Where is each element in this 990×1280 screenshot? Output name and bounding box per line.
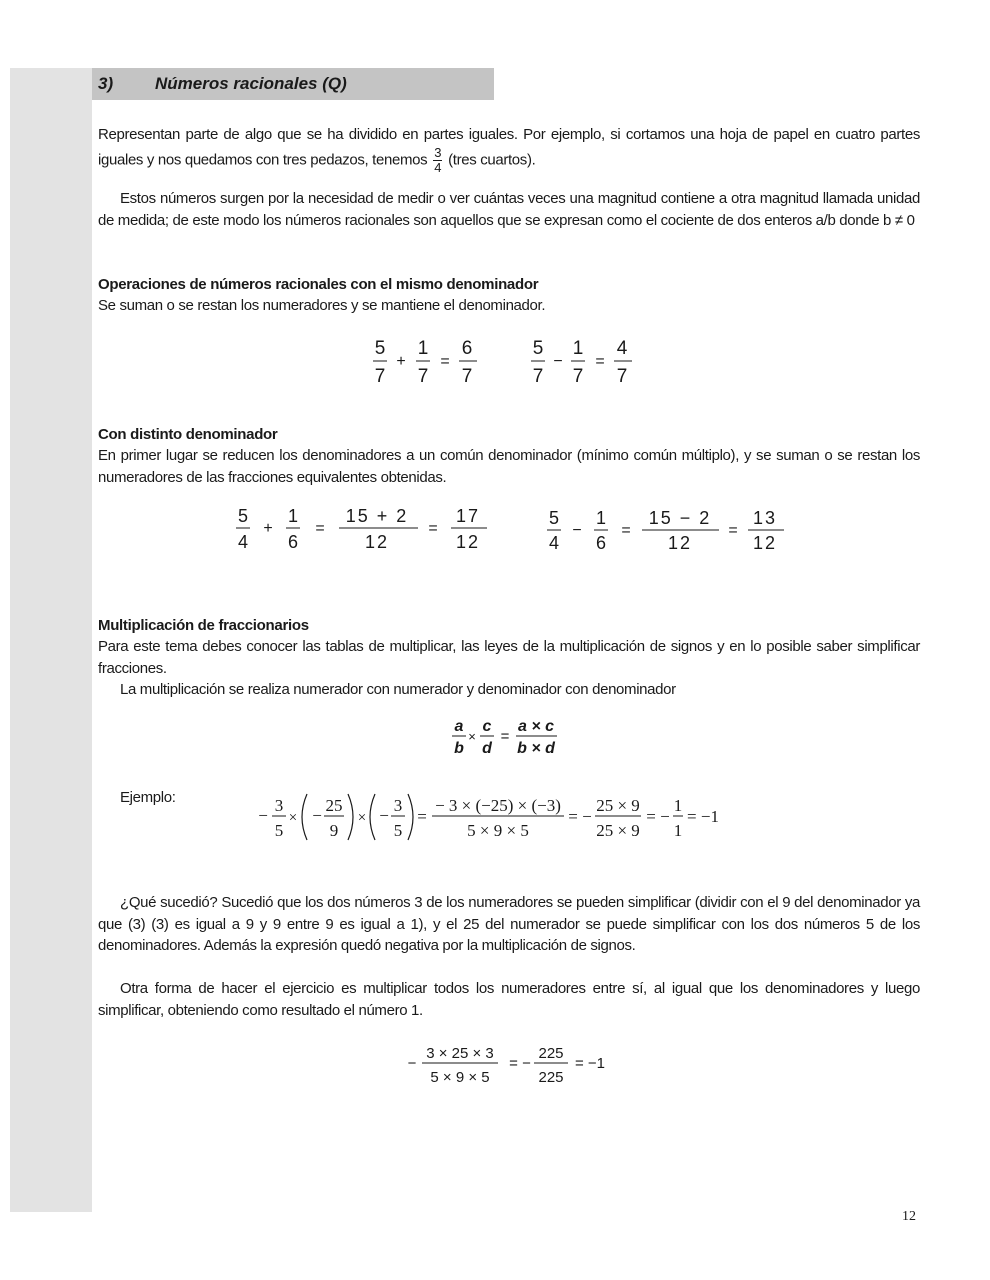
heading-same-denominator: Operaciones de números racionales con el mismo denominador: [98, 276, 539, 293]
deq1-r-den: 12: [455, 532, 481, 552]
eq1-op: +: [396, 353, 406, 370]
intro-text: Representan parte de algo que se ha dividido en partes iguales. Por ejemplo, si cortamos una hoja de papel en cuatro partes iguales y nos quedamos con tres pedazos, tenemos: [98, 126, 920, 168]
deq2-m-den: 12: [667, 533, 693, 553]
ex-m3-num: 1: [673, 796, 683, 815]
explanation-paragraph: ¿Qué sucedió? Sucedió que los dos números 3 de los numeradores se pueden simplificar (dividir con el 9 del denominador ya que (3) (3) es igual a 9 y 9 entre 9 es igual a 1), y el 25 del numerador se puede simplificar con los dos números 5 de los denominadores. Además la expresión quedó negativa por la multiplicación de signos.: [98, 894, 920, 954]
eq1-a-num: 5: [374, 338, 386, 359]
eq2-a-num: 5: [532, 338, 544, 359]
ex-f3-num: 3: [393, 796, 403, 815]
formula-r-num: a × c: [517, 718, 555, 735]
eq2-b-num: 1: [572, 338, 584, 359]
section-number: 3): [98, 74, 114, 93]
eq1-b-num: 1: [417, 338, 429, 359]
formula-c: c: [482, 718, 492, 735]
ex-f1-sign: −: [258, 806, 268, 825]
different-denominator-text: En primer lugar se reducen los denominadores a un común denominador (mínimo común múltiplo), y se suman o se restan los numeradores de las fracciones equivalentes obtenidas.: [98, 447, 920, 486]
final-den: 5 × 9 × 5: [430, 1069, 490, 1086]
deq1-r-num: 17: [455, 506, 481, 526]
eq1-eq: =: [440, 353, 450, 370]
ex-times-1: ×: [288, 810, 298, 826]
multiplication-example-svg: [250, 788, 730, 848]
multiplication-formula-svg: [446, 713, 564, 761]
deq2-eq2: =: [728, 522, 738, 539]
heading-multiplication: Multiplicación de fraccionarios: [98, 617, 309, 634]
final-eq: = −: [509, 1055, 531, 1072]
deq1-m-num: 15 + 2: [345, 506, 409, 526]
ex-f3-den: 5: [393, 821, 403, 840]
left-margin-bar: [10, 68, 92, 1212]
deq2-m-num: 15 − 2: [648, 508, 712, 528]
final-r-den: 225: [538, 1069, 564, 1086]
equation-different-denominator: [222, 502, 802, 561]
ex-f1-num: 3: [274, 796, 284, 815]
deq2-a-den: 4: [548, 533, 560, 553]
ex-paren-open-2: [370, 794, 375, 840]
ex-f1-den: 5: [274, 821, 284, 840]
formula-d: d: [482, 740, 492, 757]
section-title: Números racionales (Q): [155, 74, 347, 93]
final-num: 3 × 25 × 3: [426, 1045, 494, 1062]
ex-m1-num: − 3 × (−25) × (−3): [435, 796, 561, 815]
intro-after-text: (tres cuartos).: [448, 150, 536, 168]
heading-different-denominator: Con distinto denominador: [98, 426, 278, 443]
multiplication-example: [250, 788, 730, 853]
equation-different-denominator-svg: [222, 502, 802, 556]
final-r-num: 225: [538, 1045, 564, 1062]
intro-paragraph-1: [98, 124, 920, 175]
eq1-b-den: 7: [417, 366, 429, 387]
deq1-op: +: [263, 520, 273, 537]
ex-result: = −1: [687, 807, 719, 826]
eq2-a-den: 7: [532, 366, 544, 387]
ex-m2-sign: = −: [568, 807, 592, 826]
deq1-m-den: 12: [364, 532, 390, 552]
deq2-a-num: 5: [548, 508, 560, 528]
deq1-b-num: 1: [287, 506, 299, 526]
eq2-r-den: 7: [616, 366, 628, 387]
deq1-eq2: =: [428, 520, 438, 537]
deq2-r-num: 13: [752, 508, 778, 528]
ex-f2-sign: −: [312, 806, 322, 825]
eq1-r-num: 6: [461, 338, 473, 359]
final-equation-svg: [400, 1041, 620, 1091]
deq2-r-den: 12: [752, 533, 778, 553]
eq2-op: −: [553, 353, 563, 370]
final-sign: −: [407, 1055, 417, 1072]
ex-m3-den: 1: [673, 821, 683, 840]
deq2-op: −: [572, 522, 582, 539]
ex-paren-close-2: [408, 794, 413, 840]
deq2-b-den: 6: [595, 533, 607, 553]
formula-a: a: [454, 718, 464, 735]
formula-times: ×: [468, 729, 476, 744]
same-denominator-text: Se suman o se restan los numeradores y se mantiene el denominador.: [98, 297, 546, 314]
deq1-b-den: 6: [287, 532, 299, 552]
final-equation: [400, 1041, 620, 1096]
fraction-three-quarters: $\frac{3}{4}$: [434, 144, 442, 175]
ex-m3-sign: = −: [646, 807, 670, 826]
alternative-method-paragraph: Otra forma de hacer el ejercicio es multiplicar todos los numeradores entre sí, al igual que los denominadores y luego simplificar, obteniendo como resultado el número 1.: [98, 980, 920, 1019]
eq1-a-den: 7: [374, 366, 386, 387]
formula-b: b: [454, 740, 464, 757]
ex-m2-num: 25 × 9: [596, 796, 640, 815]
deq1-a-num: 5: [237, 506, 249, 526]
intro-paragraph-2: Estos números surgen por la necesidad de medir o ver cuántas veces una magnitud contiene a otra magnitud llamada unidad de medida; de este modo los números racionales son aquellos que se expresan como el cociente de dos enteros a/b donde b ≠ 0: [98, 190, 920, 229]
formula-eq: =: [500, 728, 510, 745]
deq2-b-num: 1: [595, 508, 607, 528]
multiplication-text-2: La multiplicación se realiza numerador con numerador y denominador con denominador: [120, 681, 676, 698]
multiplication-formula: [446, 713, 564, 766]
eq2-r-num: 4: [616, 338, 628, 359]
deq2-eq: =: [621, 522, 631, 539]
deq1-a-den: 4: [237, 532, 249, 552]
ex-m1-den: 5 × 9 × 5: [467, 821, 529, 840]
ex-times-2: ×: [357, 810, 367, 826]
ex-paren-open-1: [302, 794, 307, 840]
formula-r-den: b × d: [517, 740, 555, 757]
eq2-b-den: 7: [572, 366, 584, 387]
ex-paren-close-1: [348, 794, 353, 840]
ex-m2-den: 25 × 9: [596, 821, 640, 840]
ex-eq: =: [417, 807, 427, 826]
example-label: Ejemplo:: [120, 789, 176, 806]
ex-f2-num: 25: [325, 796, 343, 815]
ex-f3-sign: −: [379, 806, 389, 825]
multiplication-text-1: Para este tema debes conocer las tablas de multiplicar, las leyes de la multiplicación de signos y en lo posible saber simplificar fracciones.: [98, 638, 920, 677]
equation-same-denominator-svg: [360, 334, 650, 390]
eq1-r-den: 7: [461, 366, 473, 387]
eq2-eq: =: [595, 353, 605, 370]
ex-f2-den: 9: [329, 821, 339, 840]
equation-same-denominator: [360, 334, 650, 395]
final-result: = −1: [574, 1055, 606, 1072]
deq1-eq: =: [315, 520, 325, 537]
page-number: 12: [902, 1209, 916, 1224]
